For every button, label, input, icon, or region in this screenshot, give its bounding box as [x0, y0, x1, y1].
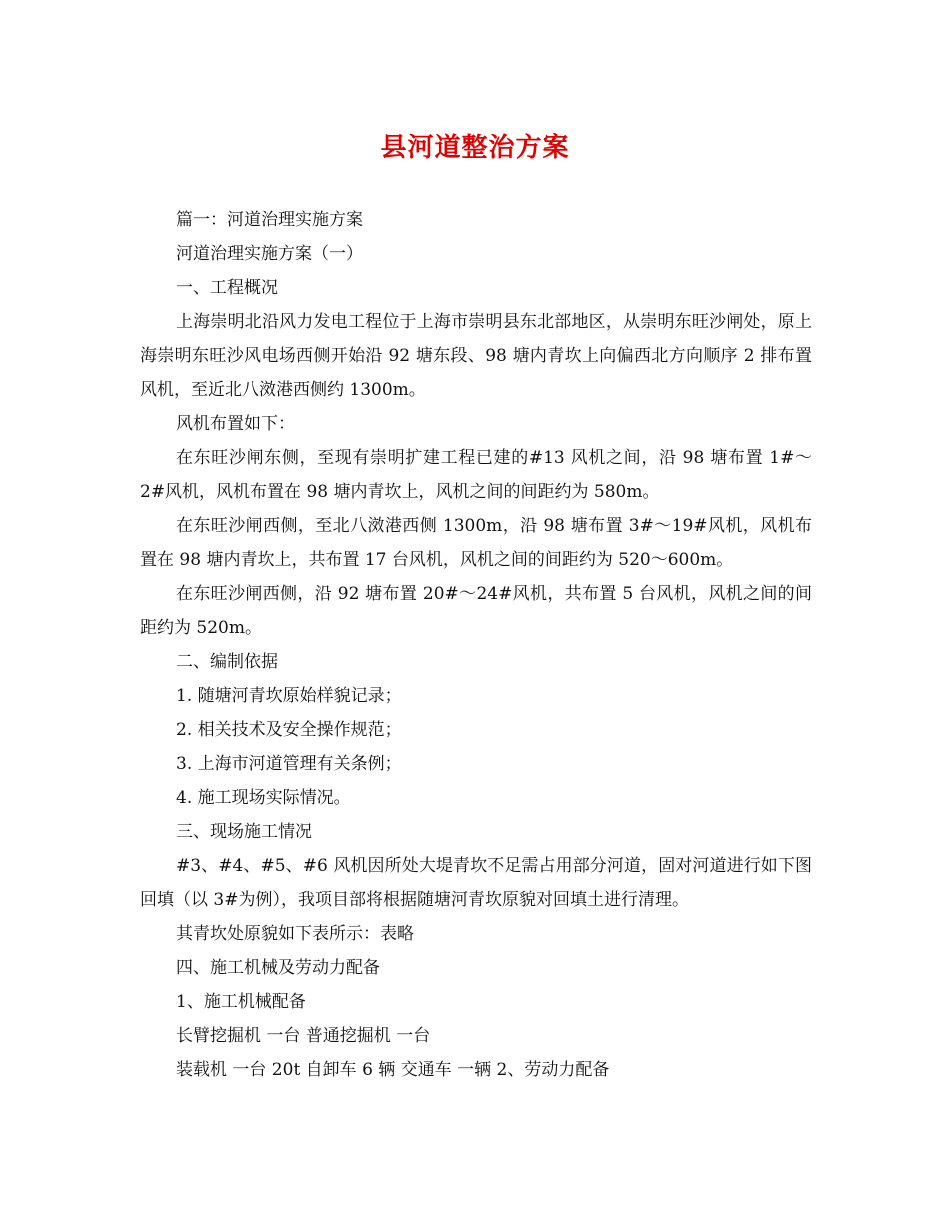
list-item: 3. 上海市河道管理有关条例； — [176, 754, 402, 774]
section-heading: 四、施工机械及劳动力配备 — [176, 958, 380, 978]
section-heading: 篇一：河道治理实施方案 — [176, 210, 363, 230]
list-item: 1. 随塘河青坎原始样貌记录； — [176, 686, 402, 706]
paragraph: 长臂挖掘机 一台 普通挖掘机 一台 — [176, 1026, 431, 1046]
sub-heading: 1、施工机械配备 — [176, 992, 306, 1012]
paragraph: 风机布置如下： — [176, 414, 295, 434]
paragraph: 装载机 一台 20t 自卸车 6 辆 交通车 一辆 2、劳动力配备 — [176, 1060, 610, 1080]
section-heading: 一、工程概况 — [176, 278, 278, 298]
section-heading: 二、编制依据 — [176, 652, 278, 672]
section-heading: 三、现场施工情况 — [176, 822, 312, 842]
paragraph: 在东旺沙闸西侧，至北八滧港西侧 1300m，沿 98 塘布置 3#～19#风机，风机布置在 98 塘内青坎上，共布置 17 台风机，风机之间的间距约为 520～600m。 — [140, 516, 812, 570]
document-body — [140, 203, 812, 1087]
paragraph: 在东旺沙闸西侧，沿 92 塘布置 20#～24#风机，共布置 5 台风机，风机之间的间距约为 520m。 — [140, 584, 812, 638]
paragraph: 在东旺沙闸东侧，至现有崇明扩建工程已建的#13 风机之间，沿 98 塘布置 1#～2#风机，风机布置在 98 塘内青坎上，风机之间的间距约为 580m。 — [140, 448, 812, 502]
list-item: 2. 相关技术及安全操作规范； — [176, 720, 402, 740]
sub-heading: 河道治理实施方案（一） — [176, 244, 363, 264]
paragraph: 上海崇明北沿风力发电工程位于上海市崇明县东北部地区，从崇明东旺沙闸处，原上海崇明东旺沙风电场西侧开始沿 92 塘东段、98 塘内青坎上向偏西北方向顺序 2 排布置风机，至近北八滧港西侧约 1300m。 — [140, 312, 812, 400]
document-title: 县河道整治方案 — [380, 133, 570, 163]
paragraph: #3、#4、#5、#6 风机因所处大堤青坎不足需占用部分河道，固对河道进行如下图回填（以 3#为例），我项目部将根据随塘河青坎原貌对回填土进行清理。 — [140, 856, 812, 910]
list-item: 4. 施工现场实际情况。 — [176, 788, 351, 808]
paragraph: 其青坎处原貌如下表所示：表略 — [176, 924, 414, 944]
